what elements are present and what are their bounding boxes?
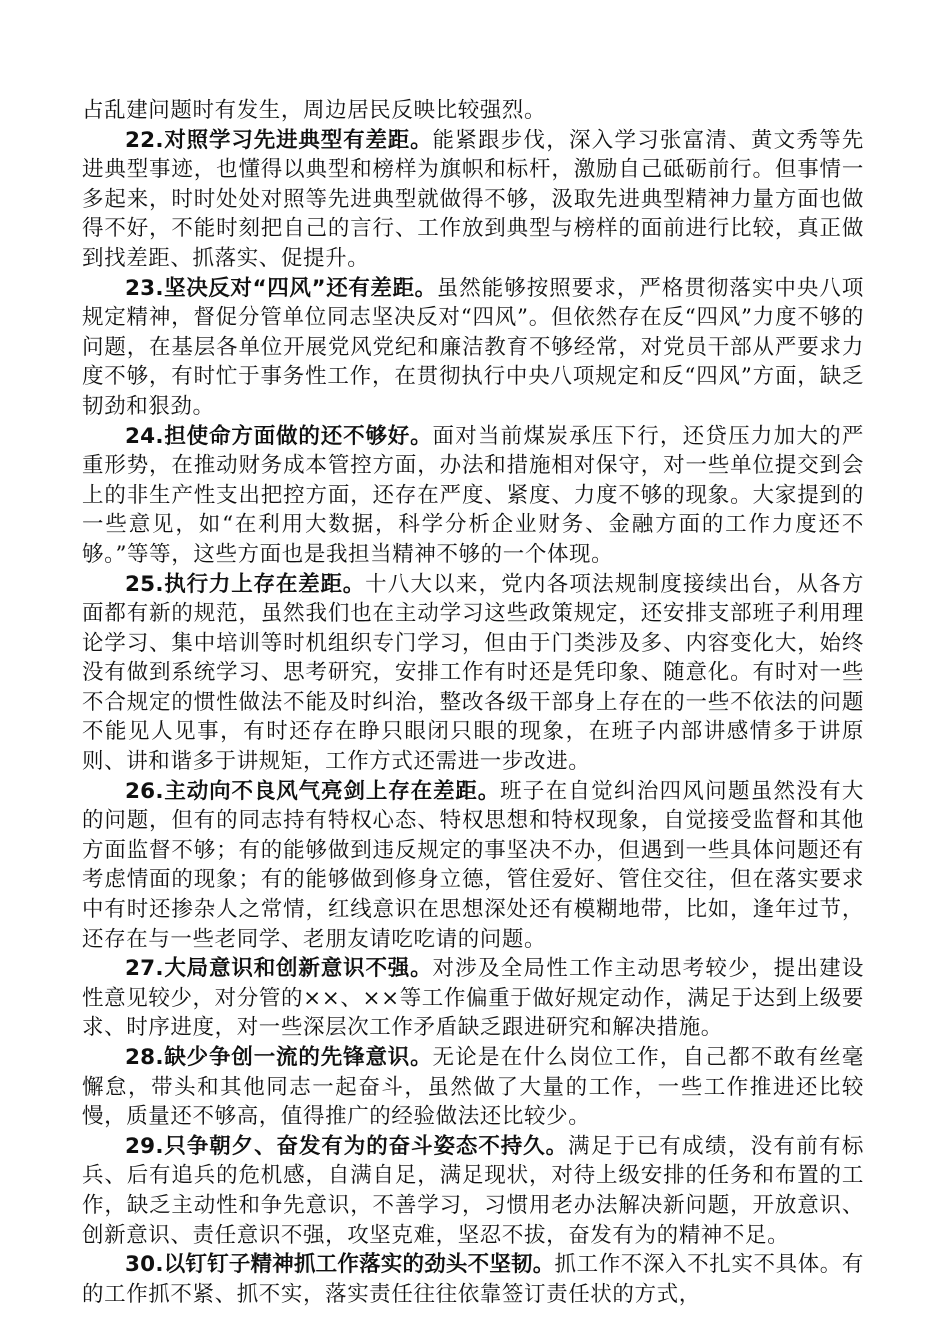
- paragraph-27: [82, 954, 864, 1043]
- paragraph-body: 虽然能够按照要求，严格贯彻落实中央八项规定精神，督促分管单位同志坚决反对“四风”。但依然存在反“四风”力度不够的问题，在基层各单位开展党风党纪和廉洁教育不够经常，对党员干部从严要求力度不够，有时忙于事务性工作，在贯彻执行中央八项规定和反“四风”方面，缺乏韧劲和狠劲。: [82, 275, 864, 419]
- paragraph-body: 满足于已有成绩，没有前有标兵、后有追兵的危机感，自满自足，满足现状，对待上级安排的任务和布置的工作，缺乏主动性和争先意识，不善学习，习惯用老办法解决新问题，开放意识、创新意识、责任意识不强，攻坚克难，坚忍不拔，奋发有为的精神不足。: [82, 1133, 864, 1248]
- paragraph-26: [82, 777, 864, 955]
- paragraph-number: 29.: [125, 1133, 164, 1159]
- paragraph-body: 占乱建问题时有发生，周边居民反映比较强烈。: [82, 98, 547, 123]
- paragraph-30: [82, 1250, 864, 1309]
- paragraph-title: 只争朝夕、奋发有为的奋斗姿态不持久。: [163, 1133, 569, 1159]
- paragraph-body: 能紧跟步伐，深入学习张富清、黄文秀等先进典型事迹，也懂得以典型和榜样为旗帜和标杆，激励自己砥砺前行。但事情一多起来，时时处处对照等先进典型就做得不够，汲取先进典型精神力量方面也做得不好，不能时刻把自己的言行、工作放到典型与榜样的面前进行比较，真正做到找差距、抓落实、促提升。: [82, 127, 864, 271]
- paragraph-number: 30.: [125, 1252, 164, 1278]
- paragraph-number: 23.: [125, 275, 164, 301]
- paragraph-22: [82, 126, 864, 274]
- paragraph-number: 24.: [125, 423, 164, 449]
- paragraph-body: 对涉及全局性工作主动思考较少，提出建设性意见较少，对分管的××、××等工作偏重于做好规定动作，满足于达到上级要求、时序进度，对一些深层次工作矛盾缺乏跟进研究和解决措施。: [82, 956, 864, 1041]
- paragraph-29: [82, 1132, 864, 1250]
- paragraph-title: 执行力上存在差距。: [163, 571, 366, 597]
- paragraph-body: 抓工作不深入不扎实不具体。有的工作抓不紧、抓不实，落实责任往往依靠签订责任状的方式，: [82, 1252, 864, 1307]
- paragraph-23: [82, 274, 864, 422]
- paragraph-title: 以钉钉子精神抓工作落实的劲头不坚韧。: [163, 1252, 555, 1278]
- document-body: [82, 96, 864, 1309]
- paragraph-title: 对照学习先进典型有差距。: [163, 127, 433, 153]
- paragraph-number: 25.: [125, 571, 164, 597]
- paragraph-number: 27.: [125, 956, 164, 982]
- paragraph-title: 坚决反对“四风”还有差距。: [163, 275, 437, 301]
- paragraph-title: 担使命方面做的还不够好。: [163, 423, 433, 449]
- paragraph-title: 大局意识和创新意识不强。: [163, 956, 433, 982]
- paragraph-25: [82, 570, 864, 777]
- paragraph-body: 班子在自觉纠治四风问题虽然没有大的问题，但有的同志持有特权心态、特权思想和特权现象，自觉接受监督和其他方面监督不够；有的能够做到违反规定的事坚决不办，但遇到一些具体问题还有考虑情面的现象；有的能够做到修身立德，管住爱好、管住交往，但在落实要求中有时还掺杂人之常情，红线意识在思想深处还有模糊地带，比如，逢年过节，还存在与一些老同学、老朋友请吃吃请的问题。: [82, 778, 864, 952]
- paragraph-title: 缺少争创一流的先锋意识。: [163, 1045, 433, 1070]
- paragraph-body: 面对当前煤炭承压下行，还贷压力加大的严重形势，在推动财务成本管控方面，办法和措施相对保守，对一些单位提交到会上的非生产性支出把控方面，还存在严度、紧度、力度不够的现象。大家提到的一些意见，如“在利用大数据，科学分析企业财务、金融方面的工作力度还不够。”等等，这些方面也是我担当精神不够的一个体现。: [82, 423, 864, 567]
- paragraph-number: 26.: [125, 778, 164, 804]
- paragraph-continuation: [82, 96, 864, 126]
- paragraph-title: 主动向不良风气亮剑上存在差距。: [163, 778, 501, 804]
- paragraph-24: [82, 422, 864, 570]
- paragraph-28: [82, 1043, 864, 1132]
- paragraph-number: 28.: [125, 1045, 164, 1070]
- paragraph-number: 22.: [125, 127, 164, 153]
- paragraph-body: 无论是在什么岗位工作，自己都不敢有丝毫懈怠，带头和其他同志一起奋斗，虽然做了大量的工作，一些工作推进还比较慢，质量还不够高，值得推广的经验做法还比较少。: [82, 1045, 864, 1130]
- paragraph-body: 十八大以来，党内各项法规制度接续出台，从各方面都有新的规范，虽然我们也在主动学习这些政策规定，还安排支部班子利用理论学习、集中培训等时机组织专门学习，但由于门类涉及多、内容变化大，始终没有做到系统学习、思考研究，安排工作有时还是凭印象、随意化。有时对一些不合规定的惯性做法不能及时纠治，整改各级干部身上存在的一些不依法的问题不能见人见事，有时还存在睁只眼闭只眼的现象，在班子内部讲感情多于讲原则、讲和谐多于讲规矩，工作方式还需进一步改进。: [82, 571, 864, 775]
